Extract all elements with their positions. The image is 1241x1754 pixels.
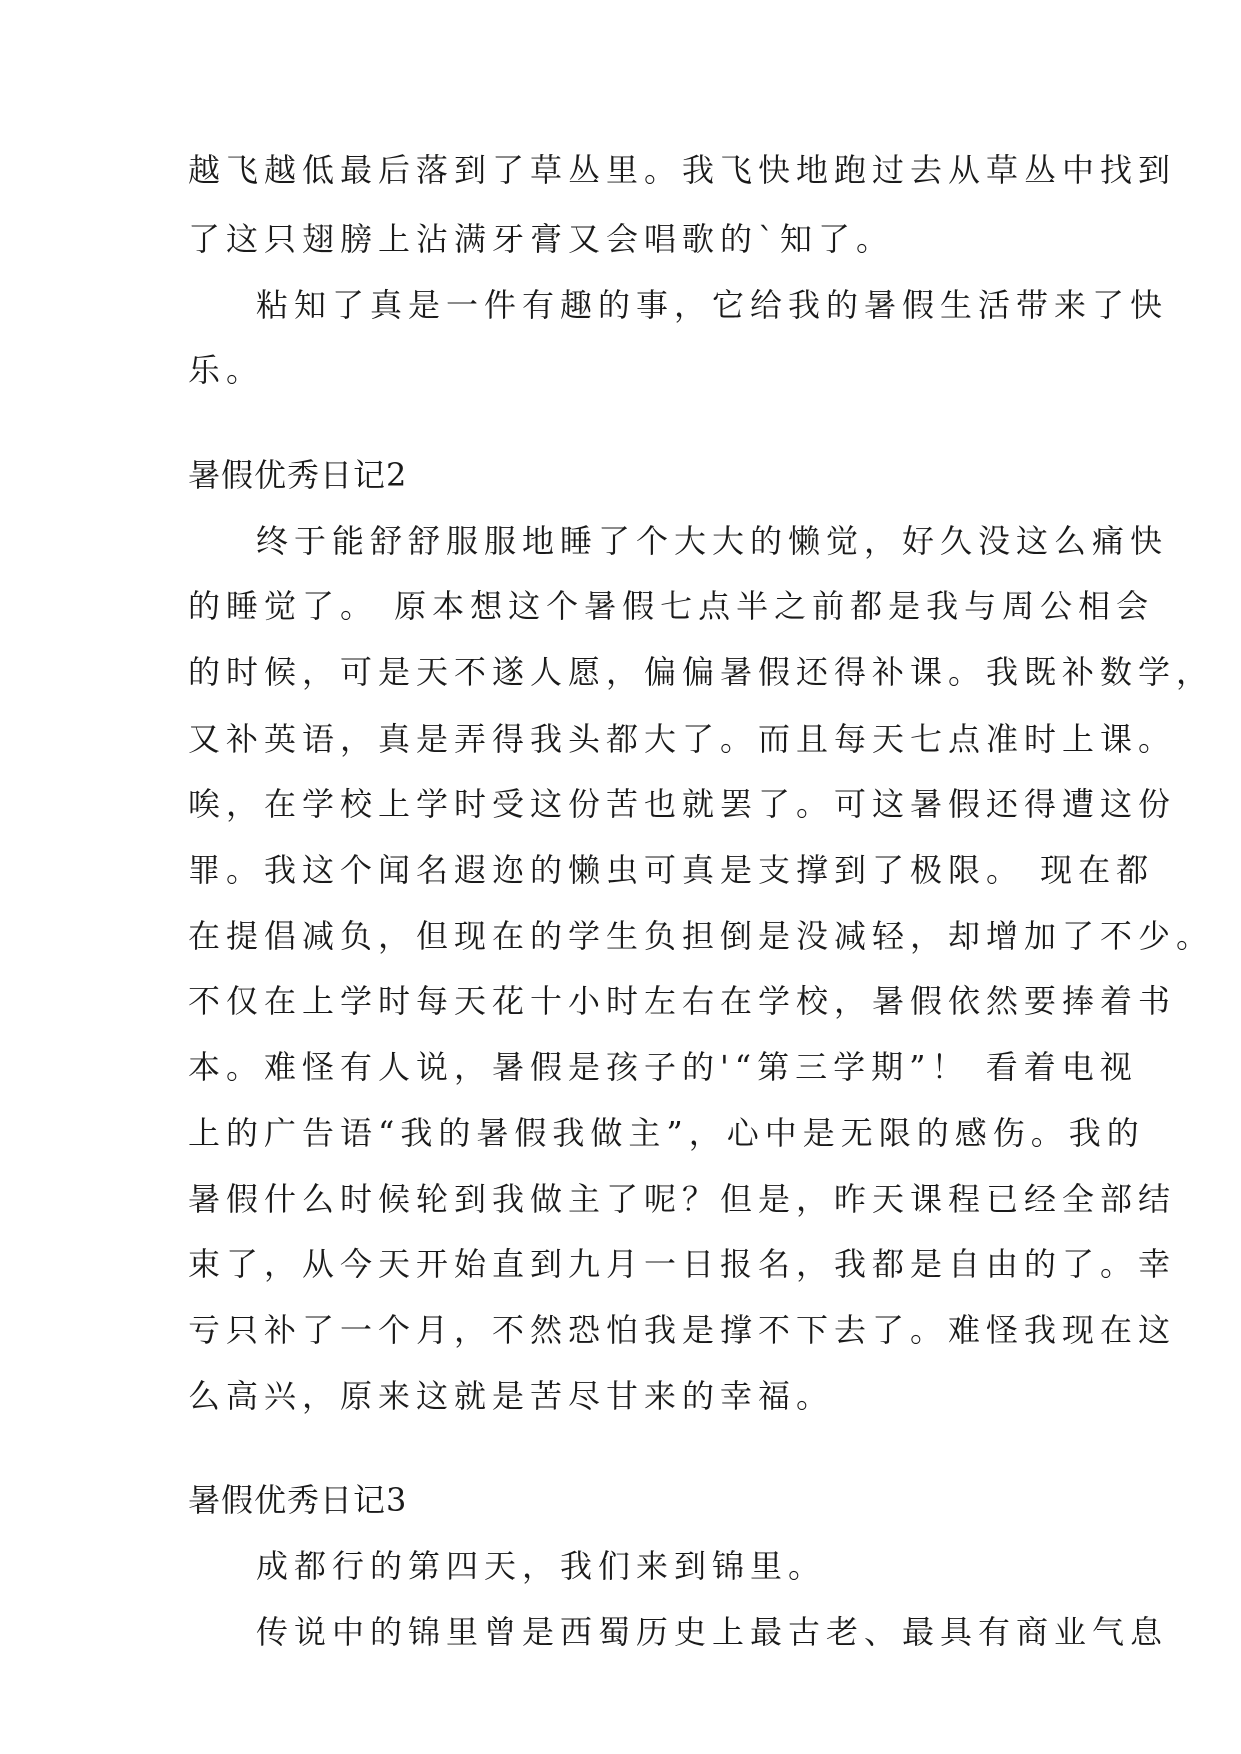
section-title: 暑假优秀日记3 bbox=[188, 1481, 408, 1519]
paragraph-line: 越飞越低最后落到了草丛里。我飞快地跑过去从草丛中找到 bbox=[188, 151, 1177, 189]
paragraph-line: 在提倡减负，但现在的学生负担倒是没减轻，却增加了不少。 bbox=[188, 917, 1215, 955]
paragraph-line: 成都行的第四天，我们来到锦里。 bbox=[256, 1547, 827, 1585]
paragraph-line: 粘知了真是一件有趣的事，它给我的暑假生活带来了快 bbox=[256, 286, 1169, 324]
paragraph-line: 上的广告语“我的暑假我做主”，心中是无限的感伤。我的 bbox=[188, 1114, 1145, 1152]
paragraph-line: 终于能舒舒服服地睡了个大大的懒觉，好久没这么痛快 bbox=[256, 522, 1169, 560]
paragraph-line: 的时候，可是天不遂人愿，偏偏暑假还得补课。我既补数学， bbox=[188, 653, 1215, 691]
paragraph-line: 唉，在学校上学时受这份苦也就罢了。可这暑假还得遭这份 bbox=[188, 785, 1177, 823]
paragraph-line: 传说中的锦里曾是西蜀历史上最古老、最具有商业气息 bbox=[256, 1613, 1169, 1651]
paragraph-line: 了这只翅膀上沾满牙膏又会唱歌的`知了。 bbox=[188, 220, 895, 258]
paragraph-line: 乐。 bbox=[188, 351, 265, 389]
paragraph-line: 暑假什么时候轮到我做主了呢？但是，昨天课程已经全部结 bbox=[188, 1180, 1177, 1218]
paragraph-line: 么高兴，原来这就是苦尽甘来的幸福。 bbox=[188, 1377, 835, 1415]
paragraph-line: 亏只补了一个月，不然恐怕我是撑不下去了。难怪我现在这 bbox=[188, 1311, 1177, 1349]
paragraph-line: 的睡觉了。 原本想这个暑假七点半之前都是我与周公相会 bbox=[188, 587, 1155, 625]
paragraph-line: 又补英语，真是弄得我头都大了。而且每天七点准时上课。 bbox=[188, 720, 1177, 758]
paragraph-line: 不仅在上学时每天花十小时左右在学校，暑假依然要捧着书 bbox=[188, 982, 1177, 1020]
section-title: 暑假优秀日记2 bbox=[188, 456, 408, 494]
paragraph-line: 本。难怪有人说，暑假是孩子的'“第三学期”！ 看着电视 bbox=[188, 1048, 1138, 1086]
paragraph-line: 罪。我这个闻名遐迩的懒虫可真是支撑到了极限。 现在都 bbox=[188, 851, 1155, 889]
paragraph-line: 束了，从今天开始直到九月一日报名，我都是自由的了。幸 bbox=[188, 1245, 1177, 1283]
